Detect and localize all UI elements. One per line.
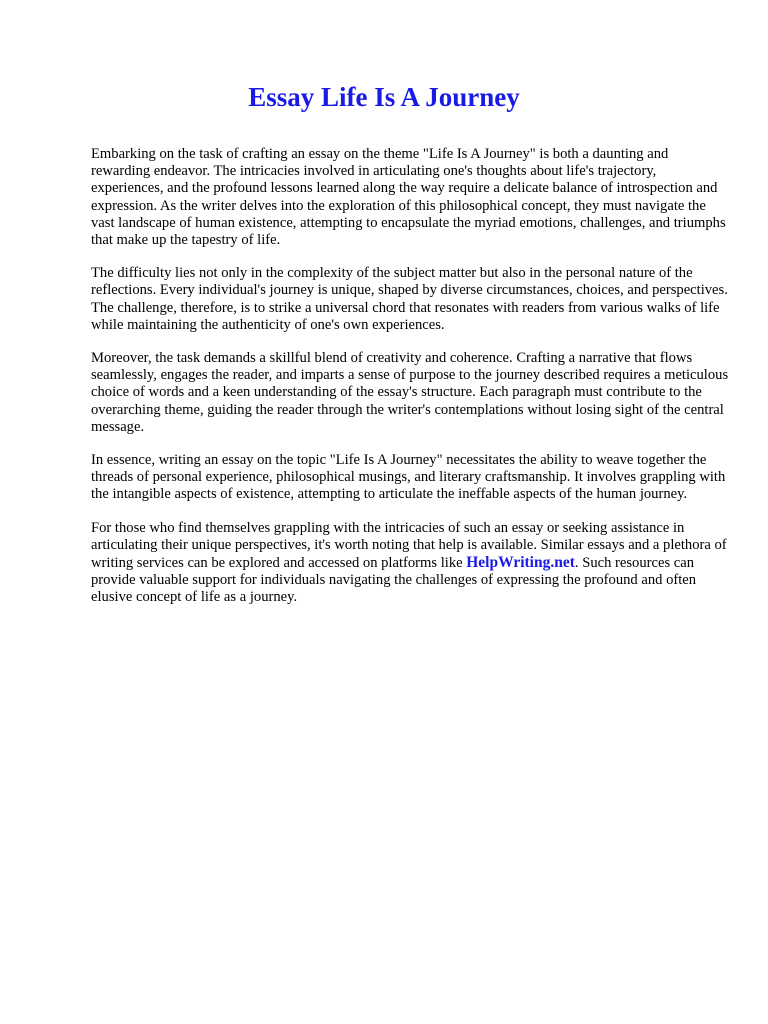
paragraph-3: Moreover, the task demands a skillful blend of creativity and coherence. Crafting a narrative that flows seamlessly, engages the reader, and imparts a sense of purpose to the journey described requires a meticulous choice of words and a keen understanding of the essay's structure. Each paragraph must contribute to the overarching theme, guiding the reader through the writer's contemplations without losing sight of the central message. [91, 350, 729, 435]
paragraph-5-before-link: For those who find themselves grappling with the intricacies of such an essay or seeking assistance in articulating their unique perspectives, it's worth noting that help is available. Similar essays and a plethora of writing services can be explored and accessed on platforms like [91, 519, 727, 572]
essay-body [91, 146, 731, 623]
helpwriting-link[interactable]: HelpWriting.net [466, 554, 575, 572]
page-title: Essay Life Is A Journey [248, 82, 520, 112]
paragraph-4: In essence, writing an essay on the topic "Life Is A Journey" necessitates the ability to weave together the threads of personal experience, philosophical musings, and literary craftsmanship. It involves grappling with the intangible aspects of existence, attempting to articulate the ineffable aspects of the human journey. [91, 452, 726, 503]
paragraph-2: The difficulty lies not only in the complexity of the subject matter but also in the personal nature of the reflections. Every individual's journey is unique, shaped by diverse circumstances, choices, and perspectives. The challenge, therefore, is to strike a universal chord that resonates with readers from various walks of life while maintaining the authenticity of one's own experiences. [91, 265, 728, 333]
paragraph-5 [91, 520, 731, 607]
paragraph-1: Embarking on the task of crafting an essay on the theme "Life Is A Journey" is both a daunting and rewarding endeavor. The intricacies involved in articulating one's thoughts about life's trajectory, experiences, and the profound lessons learned along the way require a delicate balance of introspection and expression. As the writer delves into the exploration of this philosophical concept, they must navigate the vast landscape of human existence, attempting to encapsulate the myriad emotions, challenges, and triumphs that make up the tapestry of life. [91, 146, 726, 249]
paragraph-5-after-link: . Such resources can provide valuable support for individuals navigating the challenges of expressing the profound and often elusive concept of life as a journey. [91, 555, 697, 606]
